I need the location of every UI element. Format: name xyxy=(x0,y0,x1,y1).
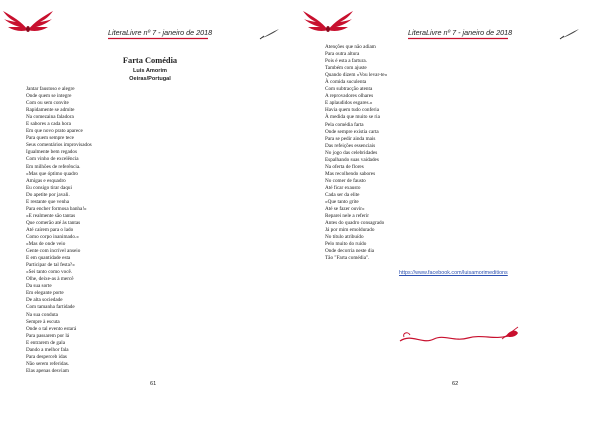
poem-line: Pela comédia farta xyxy=(325,121,364,128)
poem-line: Em milhões de referência. xyxy=(26,163,81,170)
poem-line: Reparei nele a referir xyxy=(325,213,369,220)
quill-icon xyxy=(258,28,280,40)
poem-line: Até caírem para o lado xyxy=(26,226,74,233)
poem-line: Igualmente bem regados xyxy=(26,149,77,156)
poem-line: Para quem sempre tece xyxy=(26,135,74,142)
poem-line: À comida suculenta xyxy=(325,79,367,86)
poem-line: Amigas e esquadro xyxy=(26,177,66,184)
poem-line: Espalhando suas vaidades xyxy=(325,156,379,163)
poem-line: A reprovadores olhares xyxy=(325,93,374,100)
poem-line: E aplaudidos esgares.» xyxy=(325,100,373,107)
facebook-link[interactable]: https://www.facebook.com/luisamorimeditions xyxy=(399,270,508,276)
header-title: LiteraLivre nº 7 - janeiro de 2018 xyxy=(108,28,213,37)
poem-line: Olhe, deixe-as à mercê xyxy=(26,276,74,283)
poem-line: Para desperceb idas xyxy=(26,353,67,360)
poem-text-right xyxy=(325,44,387,262)
header-title: LiteraLivre nº 7 - janeiro de 2018 xyxy=(408,28,513,37)
poem-line: E restante que venha xyxy=(26,198,70,205)
decorative-swirl xyxy=(398,323,520,349)
poem-line: Para passarem por lá xyxy=(26,332,70,339)
poem-line: E sabores a cada hora xyxy=(26,121,71,128)
poem-line: Eu consigo tirar daqui xyxy=(26,184,72,191)
poem-line: Onde o tal evento estará xyxy=(26,325,77,332)
poem-line: Rapidamente se admite xyxy=(26,107,75,114)
poem-line: Havia quem tudo conferia xyxy=(325,107,380,114)
poem-line: Para se pedir ainda mais xyxy=(325,135,376,142)
poem-line: Seus comentários improvisados xyxy=(26,142,92,149)
author-location: Oeiras/Portugal xyxy=(129,76,171,82)
page-number: 61 xyxy=(150,381,157,387)
poem-line: Onde sempre existia carta xyxy=(325,128,379,135)
poem-line: À medida que muito se ria xyxy=(325,114,380,121)
header-underline xyxy=(408,37,508,40)
poem-line: Sempre à escuta xyxy=(26,318,60,325)
poem-line: Participar de tal festa?» xyxy=(26,262,75,269)
red-wings-logo xyxy=(2,8,54,34)
poem-line: No título atribuído xyxy=(325,234,364,241)
poem-line: Pois é esta a fartura. xyxy=(325,58,367,65)
poem-line: Elas apenas desviam xyxy=(26,367,69,374)
poem-line: Para outra altura xyxy=(325,51,360,58)
poem-line: Jantar faustoso e alegre xyxy=(26,86,75,92)
poem-line: Com vinho de excelência xyxy=(26,156,79,163)
poem-line: Pelo muito do ruído xyxy=(325,241,367,248)
page-number: 62 xyxy=(452,381,459,387)
poem-line: Das refeições essenciais xyxy=(325,142,376,149)
poem-line: Onde quem se integre xyxy=(26,93,72,100)
poem-line: Com subtracção atenta xyxy=(325,86,373,93)
poem-line: Com tamanha fartidade xyxy=(26,304,75,311)
poem-line: Do apetite por javali. xyxy=(26,191,70,198)
poem-line: E em quantidade esta xyxy=(26,255,71,262)
red-wings-logo xyxy=(302,8,354,34)
poem-line: Não serem referidas. xyxy=(26,360,70,367)
poem-line: «Que tanto grite xyxy=(325,199,359,206)
quill-icon xyxy=(558,28,580,40)
author-name: Luis Amorim xyxy=(133,68,167,74)
poem-line: Na sua conduta xyxy=(26,311,58,318)
poem-line: No jogo das celebridades xyxy=(325,149,378,156)
header xyxy=(408,28,596,44)
poem-line: «Mas que óptimo quadro xyxy=(26,170,79,177)
poem-line: Como corpo inanimado.» xyxy=(26,233,79,240)
poem-line: Em elegante porte xyxy=(26,290,64,297)
poem-line: Atenções que não adiam xyxy=(325,44,376,50)
header xyxy=(108,28,296,44)
poem-text-left xyxy=(26,86,92,375)
poem-line: Cada ser da elite xyxy=(325,191,360,198)
poem-line: Antes do quadro consagrado xyxy=(325,220,385,227)
poem-line: Já por mim emoldurado xyxy=(325,227,375,234)
poem-line: Na comezaina faladora xyxy=(26,114,74,121)
poem-line: Até ficar exausto xyxy=(325,184,361,191)
poem-line: Gente com incrível anseio xyxy=(26,248,81,255)
header-underline xyxy=(108,37,208,40)
poem-line: De alta sociedade xyxy=(26,297,63,304)
poem-line: Onde decorria neste dia xyxy=(325,248,375,255)
poem-line: Em que novo prato aparece xyxy=(26,128,83,135)
right-page xyxy=(300,0,600,424)
poem-line: Com ou sem convite xyxy=(26,100,69,107)
poem-line: Que comerão até às tantas xyxy=(26,219,81,226)
poem-line: Dando a melhor fala xyxy=(26,346,69,353)
poem-line: «Mas de onde veio xyxy=(26,241,66,248)
poem-line: Para encher formosa banha!» xyxy=(26,205,87,212)
poem-line: «Sei tanto como você. xyxy=(26,269,73,276)
poem-line: Até se fazer ouvir» xyxy=(325,206,365,213)
poem-line: Na oferta de flores xyxy=(325,163,364,170)
poem-line: E entrarem de gala xyxy=(26,339,66,346)
poem-line: Mas recolhendo sabores xyxy=(325,170,376,177)
poem-line: Tão "Farta comédia". xyxy=(325,255,370,262)
poem-line: No comer de fausto xyxy=(325,177,366,184)
poem-line: «E realmente são tantas xyxy=(26,212,76,219)
poem-line: Também com ajuste xyxy=(325,65,367,72)
poem-title: Farta Comédia xyxy=(122,56,178,65)
poem-line: Quando dizem «Vou levar-te» xyxy=(325,72,388,79)
poem-line: Da sua sorte xyxy=(26,283,52,290)
author-block xyxy=(0,67,300,83)
